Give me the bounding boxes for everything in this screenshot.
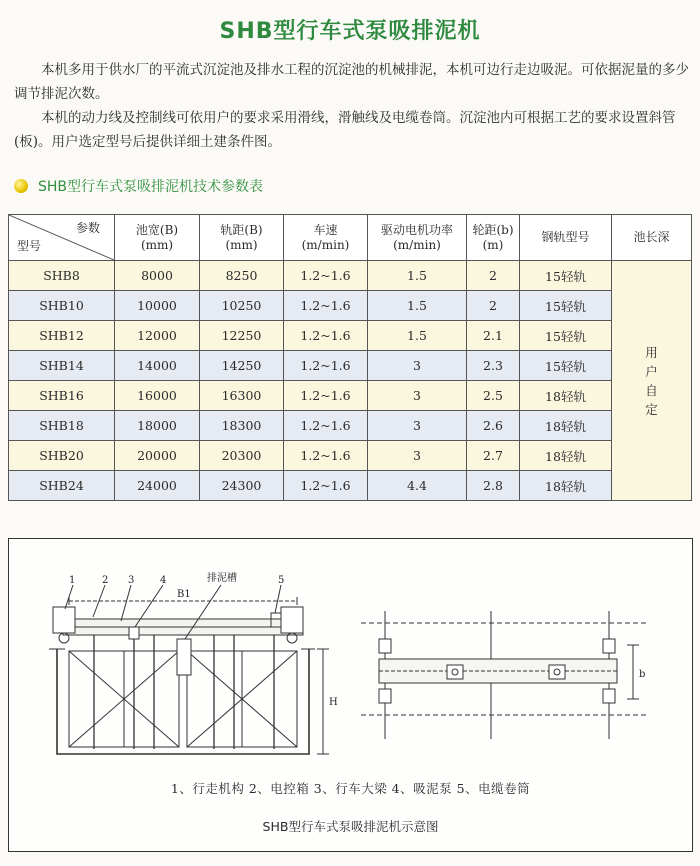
cell-speed: 1.2~1.6 bbox=[284, 351, 368, 381]
cell-rail: 15轻轨 bbox=[520, 351, 612, 381]
cell-speed: 1.2~1.6 bbox=[284, 411, 368, 441]
cell-pool-length bbox=[612, 261, 692, 501]
table-heading bbox=[14, 176, 263, 196]
cell-rail: 15轻轨 bbox=[520, 261, 612, 291]
label-1: 1 bbox=[69, 575, 76, 586]
cell-power: 4.4 bbox=[368, 471, 467, 501]
table-row bbox=[9, 381, 692, 411]
side-view-labels bbox=[69, 571, 338, 708]
label-4: 4 bbox=[160, 575, 167, 586]
header-line1: 轮距(b) bbox=[472, 222, 514, 237]
cell-width: 8000 bbox=[115, 261, 200, 291]
header-line1: 驱动电机功率 bbox=[380, 222, 453, 237]
cell-power: 1.5 bbox=[368, 261, 467, 291]
pool-length-value: 用户自定 bbox=[645, 344, 658, 417]
header-line2: (mm) bbox=[140, 237, 174, 252]
cell-rail: 18轻轨 bbox=[520, 411, 612, 441]
cell-power: 3 bbox=[368, 441, 467, 471]
intro-paragraph-2: 本机的动力线及控制线可依用户的要求采用滑线，滑触线及电缆卷筒。沉淀池内可根据工艺的要求设置斜管(板)。用户选定型号后提供详细土建条件图。 bbox=[14, 110, 676, 150]
cell-wheelbase: 2 bbox=[467, 261, 520, 291]
cell-power: 3 bbox=[368, 381, 467, 411]
cell-speed: 1.2~1.6 bbox=[284, 321, 368, 351]
cell-model: SHB18 bbox=[9, 411, 115, 441]
cell-model: SHB8 bbox=[9, 261, 115, 291]
cell-speed: 1.2~1.6 bbox=[284, 291, 368, 321]
cell-speed: 1.2~1.6 bbox=[284, 381, 368, 411]
label-2: 2 bbox=[102, 575, 109, 586]
cell-rail: 18轻轨 bbox=[520, 381, 612, 411]
side-view bbox=[49, 585, 329, 754]
header-line1: 池宽(B) bbox=[135, 222, 179, 237]
cell-speed: 1.2~1.6 bbox=[284, 261, 368, 291]
header-rail-gauge bbox=[200, 215, 284, 261]
cell-wheelbase: 2.1 bbox=[467, 321, 520, 351]
cell-power: 1.5 bbox=[368, 291, 467, 321]
cell-wheelbase: 2.7 bbox=[467, 441, 520, 471]
cell-gauge: 8250 bbox=[200, 261, 284, 291]
corner-model-label: 型号 bbox=[17, 239, 42, 253]
diagram-caption: SHB型行车式泵吸排泥机示意图 bbox=[262, 819, 439, 834]
table-row bbox=[9, 411, 692, 441]
cell-speed: 1.2~1.6 bbox=[284, 441, 368, 471]
header-line2: (m) bbox=[482, 237, 504, 252]
cell-width: 20000 bbox=[115, 441, 200, 471]
cell-wheelbase: 2.6 bbox=[467, 411, 520, 441]
cell-gauge: 20300 bbox=[200, 441, 284, 471]
corner-param-label: 参数 bbox=[75, 221, 100, 235]
cell-wheelbase: 2 bbox=[467, 291, 520, 321]
cell-width: 16000 bbox=[115, 381, 200, 411]
table-row bbox=[9, 441, 692, 471]
label-sludge-groove: 排泥槽 bbox=[207, 573, 237, 584]
cell-model: SHB10 bbox=[9, 291, 115, 321]
intro-paragraph-1: 本机多用于供水厂的平流式沉淀池及排水工程的沉淀池的机械排泥，本机可边行走边吸泥。可依据泥量的多少调节排泥次数。 bbox=[14, 62, 689, 102]
cell-rail: 15轻轨 bbox=[520, 321, 612, 351]
table-row bbox=[9, 291, 692, 321]
header-wheelbase bbox=[467, 215, 520, 261]
cell-rail: 18轻轨 bbox=[520, 471, 612, 501]
cell-width: 10000 bbox=[115, 291, 200, 321]
header-line1: 车速 bbox=[313, 222, 338, 237]
table-row bbox=[9, 261, 692, 291]
cell-model: SHB14 bbox=[9, 351, 115, 381]
table-heading-text: SHB型行车式泵吸排泥机技术参数表 bbox=[38, 179, 264, 195]
cell-width: 12000 bbox=[115, 321, 200, 351]
cell-power: 3 bbox=[368, 351, 467, 381]
cell-rail: 15轻轨 bbox=[520, 291, 612, 321]
cell-width: 18000 bbox=[115, 411, 200, 441]
header-pool-length bbox=[612, 215, 692, 261]
header-speed bbox=[284, 215, 368, 261]
cell-gauge: 24300 bbox=[200, 471, 284, 501]
header-line2: (m/min) bbox=[393, 237, 441, 252]
table-row bbox=[9, 351, 692, 381]
cell-wheelbase: 2.3 bbox=[467, 351, 520, 381]
cell-gauge: 18300 bbox=[200, 411, 284, 441]
cell-gauge: 12250 bbox=[200, 321, 284, 351]
cell-gauge: 16300 bbox=[200, 381, 284, 411]
cell-power: 1.5 bbox=[368, 321, 467, 351]
cell-gauge: 14250 bbox=[200, 351, 284, 381]
cell-rail: 18轻轨 bbox=[520, 441, 612, 471]
label-b1: B1 bbox=[177, 589, 191, 600]
corner-header-cell bbox=[9, 215, 115, 261]
header-line1: 钢轨型号 bbox=[541, 230, 590, 244]
cell-wheelbase: 2.5 bbox=[467, 381, 520, 411]
header-rail-type bbox=[520, 215, 612, 261]
cell-model: SHB20 bbox=[9, 441, 115, 471]
header-line1: 轨距(B) bbox=[220, 222, 263, 237]
bullet-icon bbox=[14, 179, 28, 193]
label-h: H bbox=[329, 697, 338, 708]
plan-view bbox=[361, 611, 649, 739]
header-line2: (mm) bbox=[225, 237, 258, 252]
cell-wheelbase: 2.8 bbox=[467, 471, 520, 501]
machine-schematic bbox=[9, 539, 692, 779]
label-3: 3 bbox=[128, 575, 135, 586]
table-row bbox=[9, 321, 692, 351]
diagram-panel bbox=[8, 538, 693, 852]
cell-model: SHB12 bbox=[9, 321, 115, 351]
header-line2: (m/min) bbox=[301, 237, 350, 252]
page-title: SHB型行车式泵吸排泥机 bbox=[219, 19, 481, 44]
label-5: 5 bbox=[278, 575, 285, 586]
cell-width: 24000 bbox=[115, 471, 200, 501]
diagram-legend: 1、行走机构 2、电控箱 3、行车大梁 4、吸泥泵 5、电缆卷筒 bbox=[170, 781, 531, 796]
header-pool-width bbox=[115, 215, 200, 261]
cell-power: 3 bbox=[368, 411, 467, 441]
cell-model: SHB24 bbox=[9, 471, 115, 501]
label-b: b bbox=[639, 669, 646, 680]
cell-gauge: 10250 bbox=[200, 291, 284, 321]
header-motor-power bbox=[368, 215, 467, 261]
table-header-row bbox=[9, 215, 692, 261]
parameter-table bbox=[8, 214, 692, 501]
cell-speed: 1.2~1.6 bbox=[284, 471, 368, 501]
cell-width: 14000 bbox=[115, 351, 200, 381]
table-row bbox=[9, 471, 692, 501]
cell-model: SHB16 bbox=[9, 381, 115, 411]
header-line1: 池长深 bbox=[633, 230, 670, 244]
